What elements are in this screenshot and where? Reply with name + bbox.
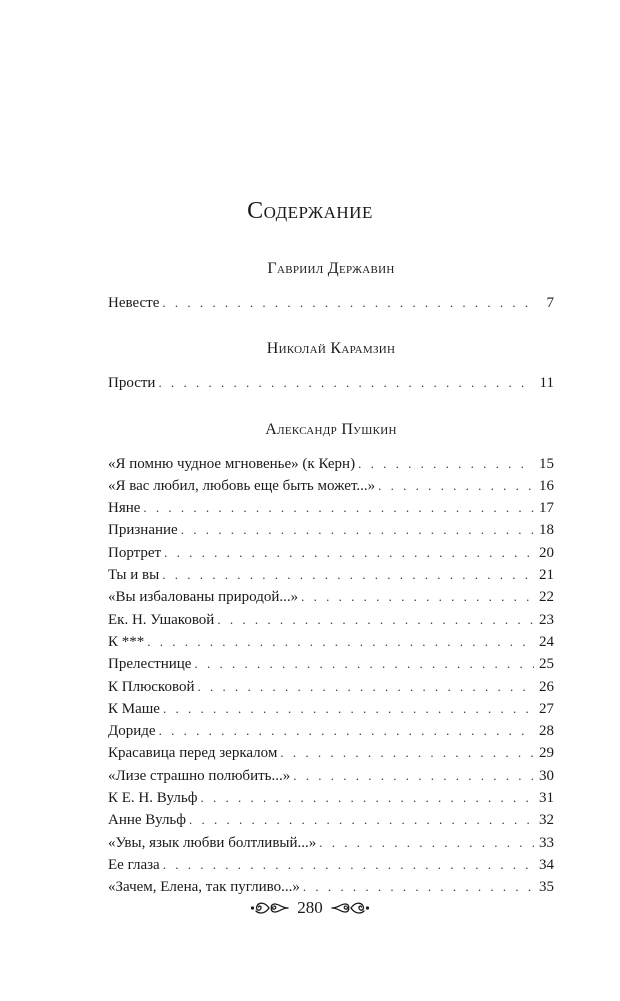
dot-leader — [164, 542, 534, 564]
entry-title: К Е. Н. Вульф — [108, 790, 198, 807]
entry-page: 33 — [539, 834, 554, 851]
entry-title: «Я помню чудное мгновенье» (к Керн) — [108, 455, 356, 472]
dot-leader — [147, 631, 534, 653]
entry-page: 30 — [539, 767, 554, 784]
toc-entry[interactable] — [108, 586, 554, 608]
entry-page: 18 — [539, 522, 554, 539]
toc-entry[interactable] — [108, 519, 554, 541]
toc-entry[interactable] — [108, 609, 554, 631]
dot-leader — [200, 787, 534, 809]
entry-title: Анне Вульф — [108, 812, 186, 829]
entry-page: 15 — [539, 455, 554, 472]
dot-leader — [159, 720, 534, 742]
toc-entry[interactable] — [108, 809, 554, 831]
entry-title: Прости — [108, 375, 156, 392]
dot-leader — [158, 372, 534, 394]
entry-list — [108, 453, 554, 899]
entry-page: 7 — [546, 295, 554, 311]
entry-page: 22 — [539, 589, 554, 606]
dot-leader — [378, 475, 534, 497]
toc-entry[interactable] — [108, 653, 554, 675]
entry-title: Дориде — [108, 723, 156, 740]
entry-page: 28 — [539, 723, 554, 740]
dot-leader — [301, 586, 534, 608]
toc-entry[interactable] — [108, 453, 554, 475]
entry-page: 17 — [539, 500, 554, 517]
entry-title: «Зачем, Елена, так пугливо...» — [108, 879, 300, 896]
dot-leader — [181, 519, 534, 541]
dot-leader — [293, 765, 534, 787]
dot-leader — [163, 698, 534, 720]
entry-title: Няне — [108, 500, 141, 517]
entry-title: «Вы избалованы природой...» — [108, 589, 299, 606]
dot-leader — [280, 742, 534, 764]
entry-page: 26 — [539, 678, 554, 695]
entry-title: Прелестнице — [108, 656, 192, 673]
page-number: 280 — [297, 898, 323, 917]
entry-page: 23 — [539, 611, 554, 628]
toc-entry[interactable] — [108, 720, 554, 742]
dot-leader — [358, 453, 534, 475]
toc-entry[interactable] — [108, 787, 554, 809]
entry-title: Портрет — [108, 544, 162, 561]
entry-page: 32 — [539, 812, 554, 829]
toc-entry[interactable] — [108, 854, 554, 876]
entry-title: Ты и вы — [108, 567, 160, 584]
entry-page: 20 — [539, 544, 554, 561]
dot-leader — [162, 292, 534, 314]
entry-title: Признание — [108, 522, 178, 539]
scroll-ornament-left-icon — [249, 898, 289, 918]
toc-entry[interactable] — [108, 497, 554, 519]
dot-leader — [143, 497, 534, 519]
entry-list — [108, 292, 554, 314]
entry-page: 11 — [539, 375, 554, 392]
toc-entry[interactable] — [108, 742, 554, 764]
entry-title: К Плюсковой — [108, 678, 195, 695]
dot-leader — [163, 854, 534, 876]
page-footer — [0, 898, 620, 918]
toc-entry[interactable] — [108, 564, 554, 586]
entry-title: «Лизе страшно полюбить...» — [108, 767, 291, 784]
toc-entry[interactable] — [108, 876, 554, 898]
toc-entry[interactable] — [108, 631, 554, 653]
author-heading: Гавриил Державин — [267, 260, 395, 277]
entry-page: 27 — [539, 700, 554, 717]
toc-entry[interactable] — [108, 542, 554, 564]
entry-title: К *** — [108, 633, 145, 650]
author-heading: Николай Карамзин — [266, 340, 396, 358]
entry-page: 34 — [539, 856, 554, 873]
entry-title: К Маше — [108, 700, 160, 717]
toc-entry[interactable] — [108, 765, 554, 787]
dot-leader — [194, 653, 534, 675]
dot-leader — [189, 809, 534, 831]
entry-page: 31 — [539, 790, 554, 807]
entry-title: Невесте — [108, 295, 160, 311]
toc-entry[interactable] — [108, 372, 554, 394]
page-title: Содержание — [247, 198, 373, 224]
entry-list — [108, 372, 554, 394]
entry-page: 16 — [539, 477, 554, 494]
author-heading: Александр Пушкин — [265, 420, 397, 438]
entry-title: «Я вас любил, любовь еще быть может...» — [108, 477, 376, 494]
entry-page: 29 — [539, 745, 554, 762]
entry-title: Ек. Н. Ушаковой — [108, 611, 215, 628]
toc-entry[interactable] — [108, 698, 554, 720]
dot-leader — [319, 832, 534, 854]
entry-title: Ее глаза — [108, 856, 160, 873]
toc-entry[interactable] — [108, 676, 554, 698]
entry-page: 25 — [539, 656, 554, 673]
dot-leader — [303, 876, 534, 898]
entry-title: Красавица перед зеркалом — [108, 745, 278, 762]
dot-leader — [197, 676, 534, 698]
entry-page: 35 — [539, 879, 554, 896]
scroll-ornament-right-icon — [331, 898, 371, 918]
dot-leader — [162, 564, 534, 586]
dot-leader — [217, 609, 534, 631]
toc-entry[interactable] — [108, 832, 554, 854]
toc-entry[interactable] — [108, 475, 554, 497]
entry-page: 24 — [539, 633, 554, 650]
entry-page: 21 — [539, 567, 554, 584]
toc-entry[interactable] — [108, 292, 554, 314]
table-of-contents — [108, 258, 554, 899]
entry-title: «Увы, язык любви болтливый...» — [108, 834, 317, 851]
